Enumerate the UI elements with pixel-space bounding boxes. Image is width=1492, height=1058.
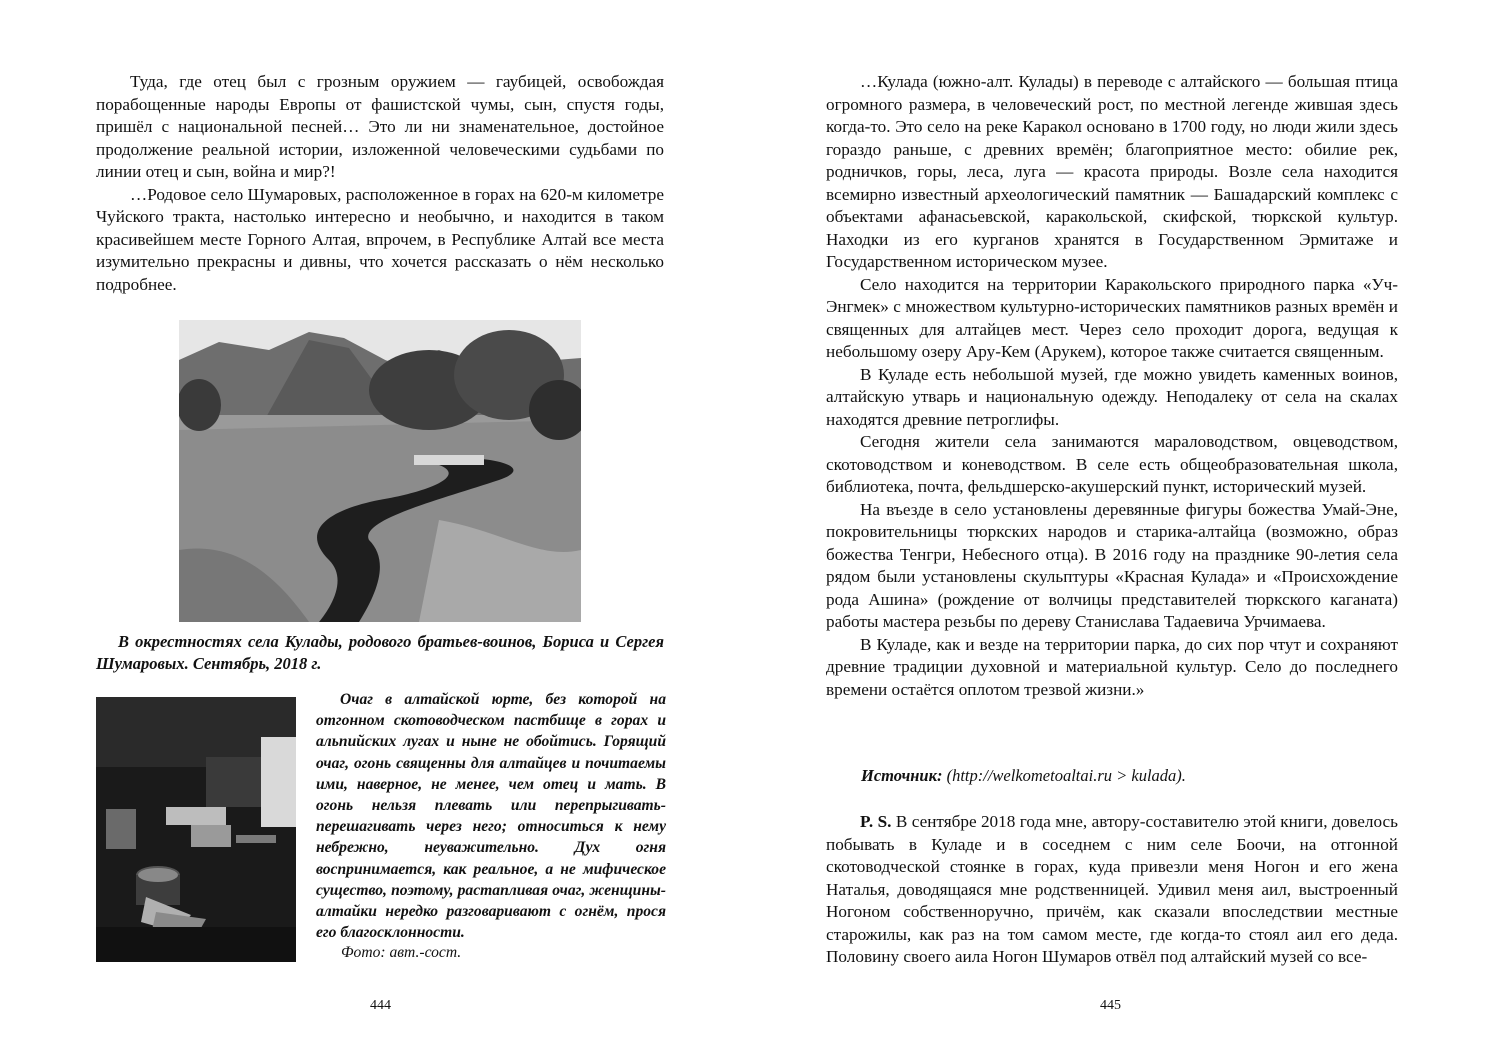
ps-label: P. S. <box>860 812 892 831</box>
ps-text: В сентябре 2018 года мне, автору-составителю этой книги, довелось побывать в Куладе и в соседнем с ним селе Боочи, на отгонной скотоводческой стоянке в горах, куда привезли меня Ногон и его жена Наталья, доводящаяся мне родственницей. Удивил меня аил, выстроенный Ногоном собственноручно, причём, как сказали впоследствии местные старожилы, как раз на том самом месте, где когда-то стоял аил его деда. Половину своего аила Ногон Шумаров отвёл под алтайский музей со все- <box>826 812 1398 966</box>
source-label: Источник: <box>861 766 943 785</box>
left-paragraph-2: …Родовое село Шумаровых, расположенное в горах на 620-м километре Чуйского тракта, настолько интересно и необычно, и находится в таком красивейшем месте Горного Алтая, впрочем, в Республике Алтай все места изумительно прекрасны и дивны, что хочется рассказать о нём несколько подробнее. <box>96 184 664 294</box>
source-citation <box>861 766 1186 786</box>
left-paragraph-1: Туда, где отец был с грозным оружием — гаубицей, освобождая порабощенные народы Европы от фашистской чумы, сын, спустя годы, пришёл с национальной песней… Это ли ни знаменательное, достойное продолжение реальной истории, изложенной человеческими судьбами по линии отец и сын, война и мир?! <box>96 72 664 181</box>
right-paragraph-4: Сегодня жители села занимаются мараловодством, овцеводством, скотоводством и коневодством. В селе есть общеобразовательная школа, библиотека, почта, фельдшерско-акушерский пункт, исторический музей. <box>826 432 1398 496</box>
left-body-text <box>96 71 664 296</box>
right-paragraph-6: В Куладе, как и везде на территории парка, до сих пор чтут и сохраняют древние традиции духовной и материальной культур. Село до последнего времени остаётся оплотом трезвой жизни.» <box>826 634 1398 699</box>
photo1-caption <box>96 631 664 674</box>
photo2-caption <box>316 689 666 943</box>
right-paragraph-3: В Куладе есть небольшой музей, где можно увидеть каменных воинов, алтайскую утварь и национальную одежду. Неподалеку от села на скалах находятся древние петроглифы. <box>826 364 1398 429</box>
page-number-right: 445 <box>1100 998 1121 1013</box>
right-body-text <box>826 71 1398 701</box>
photo2-caption-text: Очаг в алтайской юрте, без которой на отгонном скотоводческом пастбище в горах и альпийских лугах и ныне не обойтись. Горящий очаг, огонь священны для алтайцев и почитаемы ими, наверное, не менее, чем отец и мать. В огонь нельзя плевать или перепрыгивать-перешагивать через него; относиться к нему небрежно, неуважительно. Дух огня воспринимается, как реальное, а не мифическое существо, поэтому, растапливая очаг, женщины-алтайки нередко разговаривают с огнём, прося его благосклонности. <box>316 691 666 942</box>
source-text: (http://welkometoaltai.ru > kulada). <box>942 766 1186 785</box>
right-paragraph-1: …Кулада (южно-алт. Кулады) в переводе с алтайского — большая птица огромного размера, в человеческий рост, по местной легенде жившая здесь когда-то. Это село на реке Каракол основано в 1700 году, но люди жили здесь гораздо раньше, с древних времён; благоприятное место: обилие рек, родничков, горы, леса, луга — красота природы. Возле села находится всемирно известный археологический памятник — Башадарский комплекс с объектами афанасьевской, каракольской, скифской, тюркской культур. Находки из его курганов хранятся в Государственном Эрмитаже и Государственном историческом музее. <box>826 72 1398 271</box>
page-number-left: 444 <box>370 998 391 1013</box>
postscript <box>826 811 1398 969</box>
photo-yurt-hearth <box>96 697 296 962</box>
right-paragraph-2: Село находится на территории Каракольского природного парка «Уч-Энгмек» с множеством культурно-исторических памятников разных времён и священных для алтайцев мест. Через село проходит дорога, ведущая к небольшому озеру Ару-Кем (Арукем), которое также считается священным. <box>826 274 1398 361</box>
photo1-caption-text: В окрестностях села Кулады, родового братьев-воинов, Бориса и Сергея Шумаровых. Сентябрь, 2018 г. <box>96 632 664 673</box>
photo-landscape-kulady <box>179 320 581 622</box>
right-paragraph-5: На въезде в село установлены деревянные фигуры божества Умай-Эне, покровительницы тюркских народов и старика-алтайца (возможно, образ божества Тенгри, Небесного отца). В 2016 году на празднике 90-летия села рядом были установлены скульптуры «Красная Кулада» и «Происхождение рода Ашина» (рождение от волчицы представителей тюркского каганата) работы мастера резьбы по дереву Станислава Тадаевича Урчимаева. <box>826 499 1398 631</box>
photo-credit: Фото: авт.-сост. <box>341 944 462 961</box>
right-page <box>746 0 1492 1058</box>
